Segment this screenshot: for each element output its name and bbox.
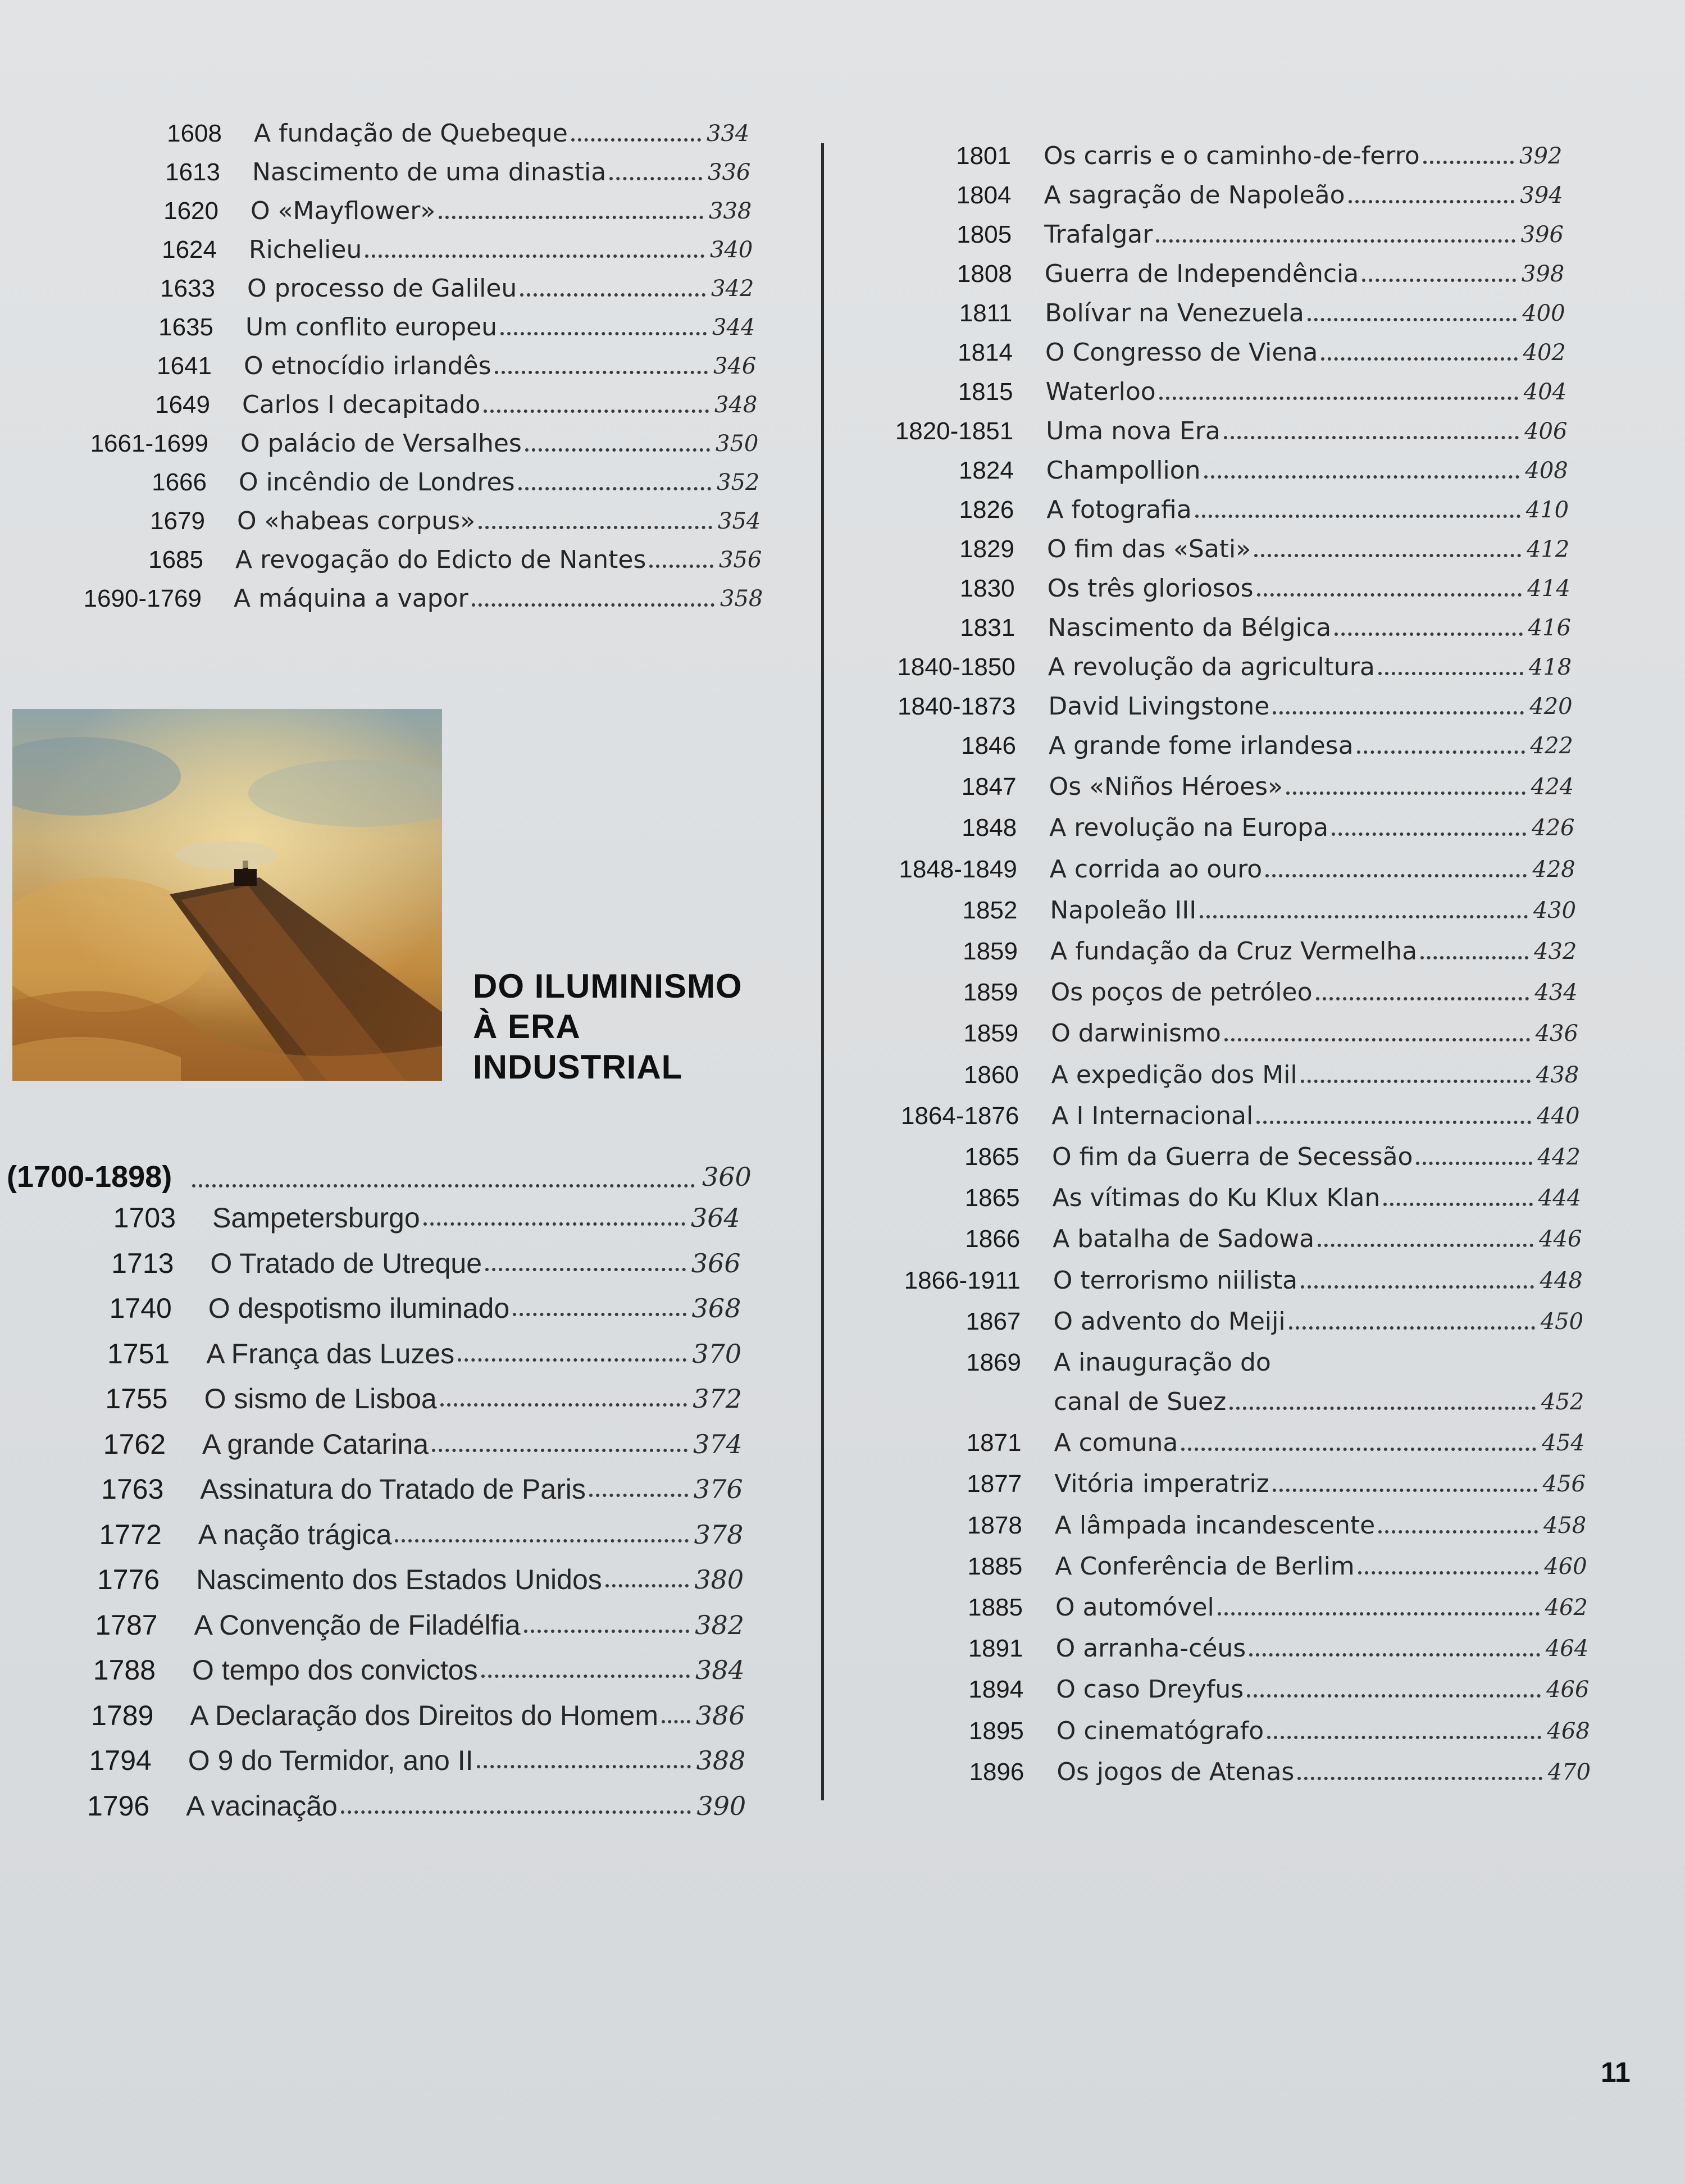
entry-page: 344	[712, 315, 755, 340]
entry-page: 400	[1522, 301, 1565, 326]
entry-page: 402	[1523, 340, 1566, 366]
toc-entry	[0, 1017, 1685, 1054]
entry-title: Um conflito europeu	[245, 313, 498, 342]
entry-title: A expedição dos Mil	[1051, 1060, 1297, 1089]
leader-dots	[1229, 1407, 1536, 1410]
entry-title: A Declaração dos Direitos do Homem	[190, 1699, 659, 1731]
toc-entry	[0, 493, 1685, 530]
entry-page: 468	[1547, 1718, 1590, 1744]
entry-year: 1826	[959, 496, 1014, 524]
entry-page: 372	[693, 1384, 742, 1414]
toc-entry	[0, 611, 1685, 648]
entry-page: 450	[1540, 1308, 1584, 1335]
entry-page: 422	[1530, 733, 1573, 759]
leader-dots	[1181, 1448, 1536, 1451]
toc-entry	[0, 690, 1685, 727]
leader-dots	[1286, 791, 1525, 795]
entry-title: O fim das «Sati»	[1047, 535, 1251, 563]
entry-title: A lâmpada incandescente	[1054, 1510, 1376, 1540]
entry-year: 1885	[967, 1552, 1023, 1580]
toc-entry	[0, 336, 1685, 373]
entry-page: 440	[1537, 1103, 1580, 1129]
entry-title: Guerra de Independência	[1044, 260, 1359, 288]
entry-page: 374	[693, 1428, 743, 1459]
entry-page: 460	[1544, 1553, 1587, 1580]
toc-entry	[0, 1755, 1685, 1792]
entry-title: A revolução na Europa	[1049, 813, 1329, 843]
entry-year: 1690-1769	[83, 585, 202, 612]
entry-title: A fundação de Quebeque	[254, 119, 568, 148]
entry-year: 1679	[150, 507, 205, 535]
toc-entry	[0, 1264, 1685, 1301]
entry-title: Trafalgar	[1044, 220, 1153, 249]
toc-entry	[0, 257, 1685, 294]
entry-year: 1865	[964, 1143, 1019, 1171]
entry-year: 1788	[93, 1654, 156, 1686]
toc-entry	[0, 1426, 1685, 1463]
toc-entry	[0, 811, 1685, 848]
entry-page: 458	[1543, 1512, 1587, 1539]
entry-page: 352	[717, 470, 760, 495]
entry-title: A vacinação	[186, 1790, 338, 1822]
entry-year: 1789	[91, 1699, 154, 1731]
entry-year: 1713	[111, 1247, 174, 1279]
toc-entry	[0, 1789, 1685, 1826]
entry-title: O advento do Meiji	[1053, 1307, 1286, 1336]
entry-page: 462	[1545, 1595, 1588, 1621]
entry-year: 1848	[962, 814, 1017, 842]
entry-page: 448	[1540, 1267, 1583, 1294]
entry-year: 1703	[113, 1202, 176, 1234]
leader-dots	[1265, 874, 1527, 877]
section-heading-line: À ERA	[473, 1008, 581, 1045]
entry-year: 1740	[109, 1293, 172, 1324]
toc-entry	[0, 1714, 1685, 1751]
entry-year: 1635	[158, 313, 213, 341]
entry-year: 1877	[967, 1470, 1022, 1498]
entry-title: Waterloo	[1045, 377, 1156, 406]
toc-entry	[0, 729, 1685, 766]
section-heading-line: DO ILUMINISMO	[473, 967, 743, 1005]
entry-page: 376	[693, 1474, 743, 1504]
entry-title: A fundação da Cruz Vermelha	[1050, 937, 1418, 966]
entry-title: O palácio de Versalhes	[240, 429, 522, 458]
leader-dots	[1257, 593, 1522, 597]
entry-year: 1641	[157, 352, 212, 380]
entry-title: Assinatura do Tratado de Paris	[200, 1473, 586, 1505]
entry-year: 1869	[966, 1349, 1021, 1376]
entry-title: Os poços de petróleo	[1050, 978, 1313, 1007]
toc-entry	[0, 1591, 1685, 1628]
toc-entry	[0, 1509, 1685, 1546]
leader-dots	[1273, 711, 1524, 715]
entry-title: O fim da Guerra de Secessão	[1052, 1143, 1413, 1171]
entry-page: 340	[710, 237, 753, 263]
entry-page: 436	[1535, 1021, 1578, 1047]
leader-dots	[1383, 1203, 1532, 1206]
leader-dots	[1224, 1038, 1530, 1041]
entry-year: 1808	[957, 260, 1012, 288]
entry-title: Nascimento de uma dinastia	[252, 158, 607, 186]
entry-year: 1847	[961, 773, 1017, 801]
toc-entry	[0, 1467, 1685, 1504]
leader-dots	[1349, 200, 1515, 203]
entry-year: 1871	[966, 1429, 1022, 1457]
leader-dots	[1416, 1162, 1532, 1165]
entry-page: 370	[692, 1338, 742, 1369]
entry-title: Os três gloriosos	[1047, 574, 1254, 603]
entry-title: O sismo de Lisboa	[204, 1383, 437, 1414]
entry-page: 350	[716, 431, 759, 457]
entry-title: Nascimento da Bélgica	[1048, 613, 1332, 642]
entry-year: 1620	[163, 197, 218, 225]
entry-title: O automóvel	[1055, 1593, 1214, 1622]
leader-dots	[1357, 750, 1525, 754]
entry-page: 416	[1528, 615, 1571, 641]
entry-page: 428	[1532, 856, 1575, 882]
leader-dots	[1378, 1530, 1538, 1534]
entry-year: 1820-1851	[895, 417, 1014, 445]
entry-year: 1613	[165, 158, 220, 186]
entry-title: Richelieu	[249, 235, 362, 264]
leader-dots	[1218, 1612, 1540, 1616]
leader-dots	[1297, 1777, 1542, 1780]
entry-year: 1661-1699	[90, 430, 208, 457]
entry-page: 378	[694, 1519, 744, 1550]
entry-title: A grande fome irlandesa	[1049, 731, 1354, 760]
entry-page: 452	[1541, 1389, 1584, 1415]
entry-year: 1811	[959, 299, 1013, 327]
entry-page: 388	[696, 1745, 746, 1776]
entry-title: O processo de Galileu	[247, 274, 517, 303]
entry-page: 412	[1527, 536, 1570, 562]
entry-page: 338	[709, 198, 752, 224]
leader-dots	[1420, 956, 1528, 959]
entry-page: 382	[695, 1609, 744, 1640]
entry-page: 356	[719, 547, 762, 573]
toc-entry	[0, 375, 1685, 412]
entry-title: A sagração de Napoleão	[1044, 181, 1345, 210]
toc-entry	[0, 1099, 1685, 1136]
toc-entry	[0, 894, 1685, 931]
entry-page: 348	[714, 392, 758, 418]
entry-page: 342	[711, 276, 754, 302]
entry-title: A grande Catarina	[202, 1428, 429, 1460]
toc-entry	[0, 179, 1685, 216]
entry-page: 426	[1532, 815, 1575, 841]
entry-page: 438	[1536, 1062, 1579, 1088]
entry-title: A batalha de Sadowa	[1053, 1225, 1315, 1254]
entry-page: 446	[1539, 1226, 1582, 1253]
toc-entry	[0, 1058, 1685, 1095]
leader-dots	[1249, 1653, 1540, 1657]
toc-entry	[0, 1382, 1685, 1419]
entry-page: 390	[696, 1790, 746, 1821]
entry-title: A comuna	[1054, 1428, 1178, 1458]
entry-year: 1867	[966, 1307, 1021, 1335]
leader-dots	[1204, 475, 1520, 479]
entry-page: 434	[1534, 980, 1578, 1006]
leader-dots	[1289, 1326, 1535, 1330]
leader-dots	[1301, 1285, 1534, 1289]
entry-year: 1608	[167, 120, 222, 147]
page-number: 11	[1601, 2056, 1631, 2088]
entry-title: A Convenção de Filadélfia	[194, 1609, 521, 1641]
entry-year: 1891	[968, 1635, 1023, 1663]
entry-year: 1801	[956, 142, 1011, 170]
leader-dots	[1273, 1489, 1537, 1492]
entry-title: O Congresso de Viena	[1045, 338, 1318, 367]
toc-entry	[0, 1181, 1685, 1218]
leader-dots	[1156, 239, 1515, 243]
entry-page: 420	[1529, 694, 1573, 720]
entry-title: A Conferência de Berlim	[1055, 1551, 1355, 1581]
entry-year: 1864-1876	[900, 1102, 1019, 1130]
entry-page: 454	[1542, 1430, 1585, 1457]
entry-title: A fotografia	[1046, 495, 1192, 524]
entry-title: O Tratado de Utreque	[210, 1247, 482, 1279]
leader-dots	[1316, 997, 1529, 1000]
entry-year: 1685	[148, 546, 203, 574]
entry-year: 1830	[959, 575, 1015, 602]
entry-title: A inauguração do	[1054, 1348, 1271, 1377]
entry-year: 1787	[95, 1609, 158, 1641]
entry-year: 1796	[86, 1790, 150, 1822]
entry-year: 1885	[968, 1594, 1023, 1621]
entry-year: 1866	[965, 1225, 1021, 1253]
toc-entry	[0, 415, 1685, 452]
entry-page: 418	[1528, 654, 1572, 680]
entry-year: 1649	[155, 391, 210, 418]
leader-dots	[1200, 915, 1527, 918]
entry-title: O incêndio de Londres	[239, 468, 515, 497]
entry-year: 1762	[103, 1428, 166, 1460]
entry-page: 464	[1545, 1636, 1589, 1662]
leader-dots	[1362, 279, 1516, 282]
toc-entry	[0, 1305, 1685, 1342]
entry-page: 410	[1525, 497, 1569, 523]
entry-year: 1633	[160, 275, 215, 302]
leader-dots	[1301, 1080, 1531, 1083]
entry-page: 364	[691, 1203, 740, 1233]
entry-year: 1805	[957, 221, 1012, 248]
toc-entry	[0, 139, 1685, 176]
entry-year: 1865	[964, 1184, 1020, 1212]
toc-entry	[0, 1222, 1685, 1259]
entry-title: O 9 do Termidor, ano II	[188, 1745, 473, 1776]
entry-year: 1815	[958, 378, 1013, 406]
entry-title: A corrida ao ouro	[1049, 854, 1263, 884]
leader-dots	[1318, 1244, 1533, 1247]
entry-year: 1848-1849	[899, 855, 1017, 883]
entry-year: 1772	[99, 1518, 162, 1550]
entry-year: 1852	[962, 896, 1018, 924]
entry-page: 406	[1524, 418, 1568, 444]
entry-title: Os jogos de Atenas	[1056, 1757, 1295, 1786]
toc-entry	[0, 297, 1685, 334]
entry-year: 1755	[105, 1383, 168, 1414]
entry-title: As vítimas do Ku Klux Klan	[1052, 1184, 1381, 1213]
entry-title: Os «Niños Héroes»	[1049, 772, 1283, 802]
entry-title: Nascimento dos Estados Unidos	[196, 1564, 602, 1595]
leader-dots	[1321, 357, 1517, 361]
entry-page: 366	[691, 1248, 741, 1278]
entry-title: A nação trágica	[198, 1518, 392, 1550]
entry-title: David Livingstone	[1048, 692, 1270, 721]
entry-year: 1894	[968, 1676, 1024, 1704]
toc-entry	[0, 770, 1685, 807]
leader-dots	[1378, 672, 1523, 675]
entry-title: Champollion	[1046, 456, 1201, 485]
entry-title: O tempo dos convictos	[192, 1654, 478, 1686]
entry-year: 1776	[97, 1564, 160, 1595]
entry-title: O «Mayflower»	[251, 197, 436, 225]
toc-entry	[0, 650, 1685, 688]
toc-entry	[0, 853, 1685, 890]
entry-year: 1895	[968, 1717, 1024, 1745]
toc-entry	[0, 533, 1685, 570]
entry-year: 1846	[961, 732, 1016, 759]
entry-title: Uma nova Era	[1046, 417, 1221, 445]
entry-page: 398	[1521, 261, 1565, 287]
entry-year: 1840-1873	[897, 693, 1016, 720]
entry-page: 368	[691, 1293, 741, 1323]
leader-dots	[1267, 1736, 1541, 1739]
toc-entry	[0, 1550, 1685, 1587]
entry-page: 442	[1537, 1144, 1581, 1170]
entry-year: 1840-1850	[897, 653, 1015, 681]
entry-page: 394	[1520, 183, 1563, 208]
leader-dots	[1308, 318, 1516, 321]
toc-entry	[0, 1673, 1685, 1710]
entry-year: 1624	[162, 236, 217, 263]
entry-page: 414	[1527, 576, 1570, 602]
entry-title: O terrorismo niilista	[1053, 1266, 1298, 1295]
entry-year: 1896	[969, 1758, 1024, 1786]
entry-year: 1763	[101, 1473, 164, 1505]
entry-page: 346	[713, 353, 757, 379]
entry-title: A I Internacional	[1051, 1101, 1254, 1130]
toc-entry	[0, 935, 1685, 972]
leader-dots	[1358, 1571, 1539, 1575]
entry-page: 384	[695, 1655, 745, 1685]
leader-dots	[1247, 1694, 1541, 1698]
entry-page: 354	[718, 508, 761, 534]
leader-dots	[440, 1403, 687, 1407]
entry-title: O caso Dreyfus	[1056, 1675, 1244, 1704]
entry-page: 404	[1523, 379, 1567, 405]
entry-title: O etnocídio irlandês	[244, 352, 491, 380]
toc-entry	[0, 1140, 1685, 1177]
entry-year: 1859	[963, 938, 1018, 965]
entry-year: 1824	[958, 457, 1014, 484]
leader-dots	[1195, 515, 1520, 518]
entry-page: 432	[1534, 939, 1577, 964]
entry-page: 466	[1546, 1677, 1590, 1703]
entry-title: Napoleão III	[1050, 895, 1197, 925]
entry-page: 424	[1531, 774, 1574, 800]
leader-dots	[1159, 397, 1518, 400]
entry-year: 1859	[963, 979, 1018, 1007]
toc-entry	[0, 976, 1685, 1013]
entry-title: O arranha-céus	[1055, 1634, 1246, 1663]
leader-dots	[341, 1810, 691, 1814]
leader-dots	[1256, 1121, 1531, 1124]
entry-title: Sampetersburgo	[212, 1202, 420, 1234]
entry-page: 396	[1520, 222, 1564, 248]
entry-page: 470	[1547, 1759, 1591, 1785]
entry-year: 1814	[958, 339, 1013, 366]
entry-title: A revogação do Edicto de Nantes	[235, 545, 646, 574]
entry-page: 408	[1525, 458, 1568, 484]
toc-entry	[0, 572, 1685, 609]
entry-year: 1751	[107, 1337, 170, 1369]
entry-year: 1859	[963, 1020, 1019, 1048]
entry-title: O «habeas corpus»	[237, 507, 476, 535]
entry-title: A revolução da agricultura	[1048, 653, 1375, 681]
entry-page: 456	[1542, 1471, 1586, 1498]
entry-page: 392	[1519, 143, 1563, 169]
entry-year: 1666	[152, 468, 207, 496]
entry-title: A França das Luzes	[206, 1337, 455, 1369]
entry-page: 444	[1538, 1185, 1582, 1212]
toc-entry	[0, 1632, 1685, 1669]
entry-title: O despotismo iluminado	[208, 1293, 510, 1324]
entry-year: 1860	[963, 1061, 1019, 1089]
leader-dots	[1254, 554, 1521, 557]
entry-year: 1829	[959, 535, 1014, 563]
leader-dots	[1423, 161, 1514, 164]
entry-page: 358	[720, 586, 763, 612]
entry-title: A máquina a vapor	[234, 584, 468, 613]
entry-year: 1878	[967, 1511, 1022, 1539]
entry-title: Bolívar na Venezuela	[1045, 299, 1304, 327]
entry-page: 380	[694, 1564, 744, 1595]
entry-page: 334	[707, 121, 750, 147]
leader-dots	[1335, 633, 1523, 636]
entry-year: 1794	[89, 1745, 152, 1776]
entry-title: O darwinismo	[1051, 1019, 1221, 1048]
toc-entry	[0, 218, 1685, 255]
section-range-page: 360	[702, 1162, 752, 1192]
entry-year: 1831	[960, 614, 1015, 641]
entry-title-continued: canal de Suez	[1054, 1387, 1227, 1416]
entry-page: 336	[708, 160, 751, 185]
entry-page: 386	[695, 1700, 745, 1731]
entry-page: 430	[1533, 897, 1577, 923]
leader-dots	[1224, 436, 1519, 439]
entry-title: Vitória imperatriz	[1054, 1469, 1269, 1499]
section-range: (1700-1898)	[7, 1160, 172, 1194]
entry-year: 1866-1911	[904, 1266, 1021, 1294]
section-heading-line: INDUSTRIAL	[473, 1048, 683, 1086]
entry-year: 1804	[956, 181, 1012, 209]
leader-dots	[1332, 832, 1526, 836]
toc-entry	[0, 454, 1685, 491]
entry-title: Carlos I decapitado	[242, 390, 481, 419]
entry-title: O cinematógrafo	[1056, 1716, 1264, 1745]
entry-title: Os carris e o caminho-de-ferro	[1044, 142, 1420, 170]
